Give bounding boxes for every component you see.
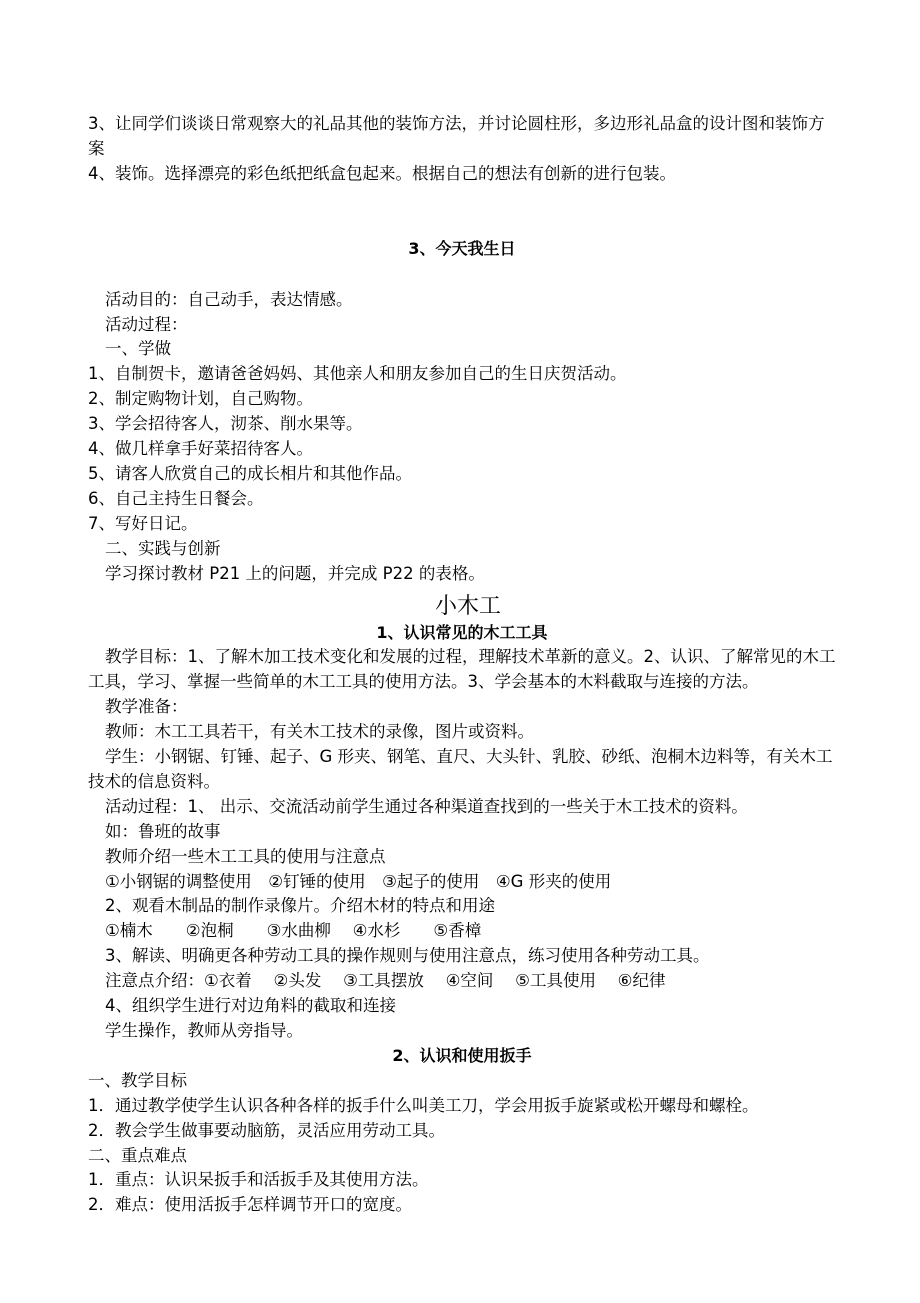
example-story: 如：鲁班的故事 (105, 821, 221, 841)
activity-purpose: 活动目的：自己动手，表达情感。 (105, 289, 353, 309)
lesson-title-wrench: 2、认识和使用扳手 (392, 1045, 532, 1065)
step-cutting: 4、组织学生进行对边角料的截取和连接 (105, 996, 396, 1016)
step-rules: 3、解读、明确更各种劳动工具的操作规则与使用注意点，练习使用各种劳动工具。 (105, 946, 710, 966)
notes-list: 注意点介绍：①衣着 ②头发 ③工具摆放 ④空间 ⑤工具使用 ⑥纪律 (105, 971, 666, 991)
section-heading-goals: 一、教学目标 (88, 1070, 187, 1090)
section-heading-key-points: 二、重点难点 (88, 1145, 187, 1165)
list-item: 5、请客人欣赏自己的成长相片和其他作品。 (88, 463, 412, 483)
wood-list: ①楠木 ②泡桐 ③水曲柳 ④水杉 ⑤香樟 (105, 921, 482, 941)
list-item: 4、做几样拿手好菜招待客人。 (88, 439, 313, 459)
list-item: 6、自己主持生日餐会。 (88, 488, 264, 508)
student-practice: 学生操作，教师从旁指导。 (105, 1021, 303, 1040)
list-item: 1．通过教学使学生认识各种各样的扳手什么叫美工刀，学会用扳手旋紧或松开螺母和螺栓。 (88, 1095, 759, 1115)
activity-process: 活动过程：1、 出示、交流活动前学生通过各种渠道查找到的一些关于木工技术的资料。 (105, 796, 748, 816)
step-video: 2、观看木制品的制作录像片。介绍木材的特点和用途 (105, 896, 495, 916)
list-item: 7、写好日记。 (88, 513, 198, 533)
chapter-title-woodwork: 小木工 (434, 593, 501, 619)
teacher-prep: 教师：木工工具若干，有关木工技术的录像，图片或资料。 (105, 722, 534, 742)
tool-list: ①小钢锯的调整使用 ②钉锤的使用 ③起子的使用 ④G 形夹的使用 (105, 871, 612, 891)
list-item: 3、学会招待客人，沏茶、削水果等。 (88, 414, 363, 434)
paragraph-decoration-wrap: 4、装饰。选择漂亮的彩色纸把纸盒包起来。根据自己的想法有创新的进行包装。 (88, 163, 676, 183)
list-item: 2．教会学生做事要动脑筋，灵活应用劳动工具。 (88, 1120, 445, 1140)
practice-text: 学习探讨教材 P21 上的问题，并完成 P22 的表格。 (105, 563, 485, 583)
teaching-goals: 教学目标：1、了解木加工技术变化和发展的过程，理解技术革新的意义。2、认识、了解常见的木工工具，学习、掌握一些简单的木工工具的使用方法。3、学会基本的木料截取与连接的方法。 (88, 647, 836, 692)
student-prep: 学生：小钢锯、钉锤、起子、G 形夹、钢笔、直尺、大头针、乳胶、砂纸、泡桐木边料等，有关木工技术的信息资料。 (88, 747, 833, 791)
activity-process-label: 活动过程： (105, 314, 188, 334)
list-item: 2、制定购物计划，自己购物。 (88, 389, 313, 409)
list-item: 2．难点：使用活扳手怎样调节开口的宽度。 (88, 1195, 412, 1215)
teacher-intro: 教师介绍一些木工工具的使用与注意点 (105, 846, 386, 866)
teaching-prep-label: 教学准备： (105, 697, 188, 717)
list-item: 1、自制贺卡，邀请爸爸妈妈、其他亲人和朋友参加自己的生日庆贺活动。 (88, 364, 627, 384)
lesson-title-tools: 1、认识常见的木工工具 (376, 622, 548, 642)
paragraph-decoration-discussion: 3、让同学们谈谈日常观察大的礼品其他的装饰方法，并讨论圆柱形，多边形礼品盒的设计图和装饰方案 (88, 114, 825, 158)
document-page (88, 112, 836, 1218)
section-heading-practice: 二、实践与创新 (105, 538, 221, 558)
section-heading-learn: 一、学做 (105, 339, 171, 359)
list-item: 1．重点：认识呆扳手和活扳手及其使用方法。 (88, 1170, 429, 1190)
section-title-birthday: 3、今天我生日 (408, 238, 516, 258)
